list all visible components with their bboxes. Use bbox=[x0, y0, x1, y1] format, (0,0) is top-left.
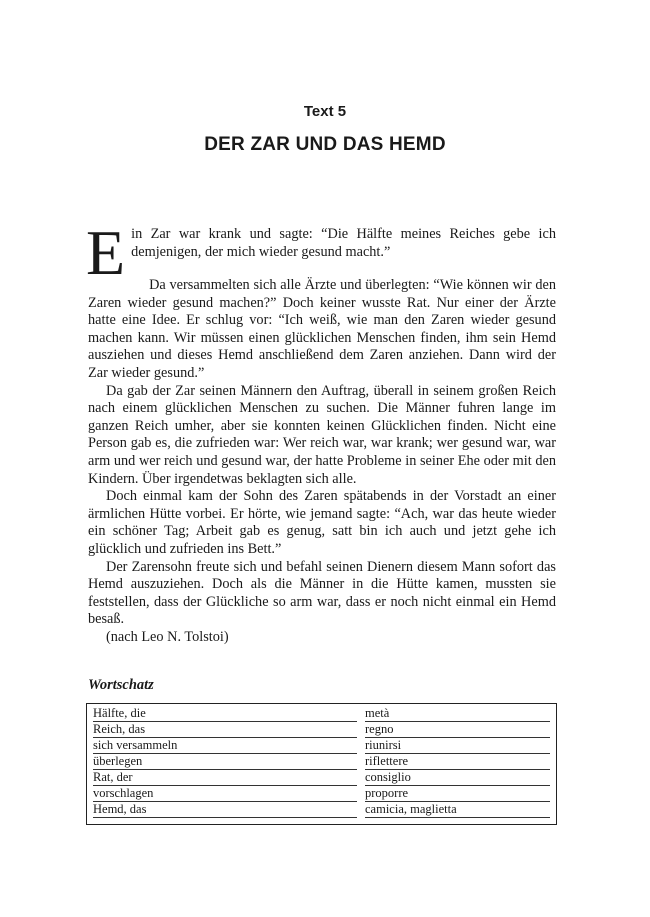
vocabulary-table bbox=[86, 703, 557, 825]
vocabulary-italian: riunirsi bbox=[365, 738, 550, 754]
paragraph-5: Der Zarensohn freute sich und befahl seinen Dienern diesem Mann sofort das Hemd auszuziehen. Doch als die Männer in die Hütte kamen, mussten sie feststellen, dass der Glückliche so arm war, dass er noch nicht einmal ein Hemd besaß. bbox=[88, 558, 556, 628]
vocabulary-german: Hälfte, die bbox=[93, 706, 357, 722]
vocabulary-german: sich versammeln bbox=[93, 738, 357, 754]
paragraph-3: Da gab der Zar seinen Männern den Auftrag, überall in seinem großen Reich nach einem glücklichen Menschen zu suchen. Die Männer fuhren lange im ganzen Reich umher, aber sie konnten keinen Glücklichen finden. Nicht eine Person gab es, die zufrieden war: Wer reich war, war krank; wer gesund war, war arm und wer reich und gesund war, der hatte Probleme in seiner Ehe oder mit den Kindern. Über irgendetwas beklagten sich alle. bbox=[88, 382, 556, 487]
vocabulary-italian: metà bbox=[365, 706, 550, 722]
vocabulary-row bbox=[93, 706, 550, 722]
vocabulary-italian: riflettere bbox=[365, 754, 550, 770]
first-paragraph bbox=[86, 217, 556, 288]
vocabulary-german: überlegen bbox=[93, 754, 357, 770]
story-title: DER ZAR UND DAS HEMD bbox=[204, 134, 446, 155]
vocabulary-german: Hemd, das bbox=[93, 802, 357, 818]
vocabulary-row bbox=[93, 786, 550, 802]
vocabulary-heading: Wortschatz bbox=[88, 677, 154, 693]
vocabulary-italian: camicia, maglietta bbox=[365, 802, 550, 818]
paragraph-2: Da versammelten sich alle Ärzte und überlegten: “Wie können wir den Zaren wieder gesund machen?” Doch keiner wusste Rat. Nur einer der Ärzte hatte eine Idee. Er schlug vor: “Ich weiß, wie man den Zaren wieder gesund machen kann. Wir müssen einen glücklichen Menschen finden, ihm sein Hemd ausziehen und dieses Hemd anschließend dem Zaren anziehen. Dann wird der Zar wieder gesund.” bbox=[88, 277, 556, 381]
story-body bbox=[86, 217, 556, 646]
attribution: (nach Leo N. Tolstoi) bbox=[106, 628, 229, 645]
vocabulary-italian: regno bbox=[365, 722, 550, 738]
vocabulary-german: Reich, das bbox=[93, 722, 357, 738]
paragraph-4: Doch einmal kam der Sohn des Zaren spätabends in der Vorstadt an einer ärmlichen Hütte vorbei. Er hörte, wie jemand sagte: “Ach, war das heute wieder ein schöner Tag; Arbeit gab es genug, satt bin ich auch und jetzt gehe ich glücklich und zufrieden ins Bett.” bbox=[88, 488, 556, 557]
drop-cap-letter: E bbox=[86, 217, 126, 288]
first-paragraph-text: in Zar war krank und sagte: “Die Hälfte meines Reiches gebe ich demjenigen, der mich wieder gesund macht.” bbox=[131, 226, 556, 260]
vocabulary-row bbox=[93, 770, 550, 786]
vocabulary-german: vorschlagen bbox=[93, 786, 357, 802]
vocabulary-italian: consiglio bbox=[365, 770, 550, 786]
vocabulary-row bbox=[93, 738, 550, 754]
vocabulary-row bbox=[93, 722, 550, 738]
vocabulary-row bbox=[93, 802, 550, 818]
vocabulary-row bbox=[93, 754, 550, 770]
vocabulary-italian: proporre bbox=[365, 786, 550, 802]
text-number-label: Text 5 bbox=[303, 103, 347, 120]
vocabulary-german: Rat, der bbox=[93, 770, 357, 786]
